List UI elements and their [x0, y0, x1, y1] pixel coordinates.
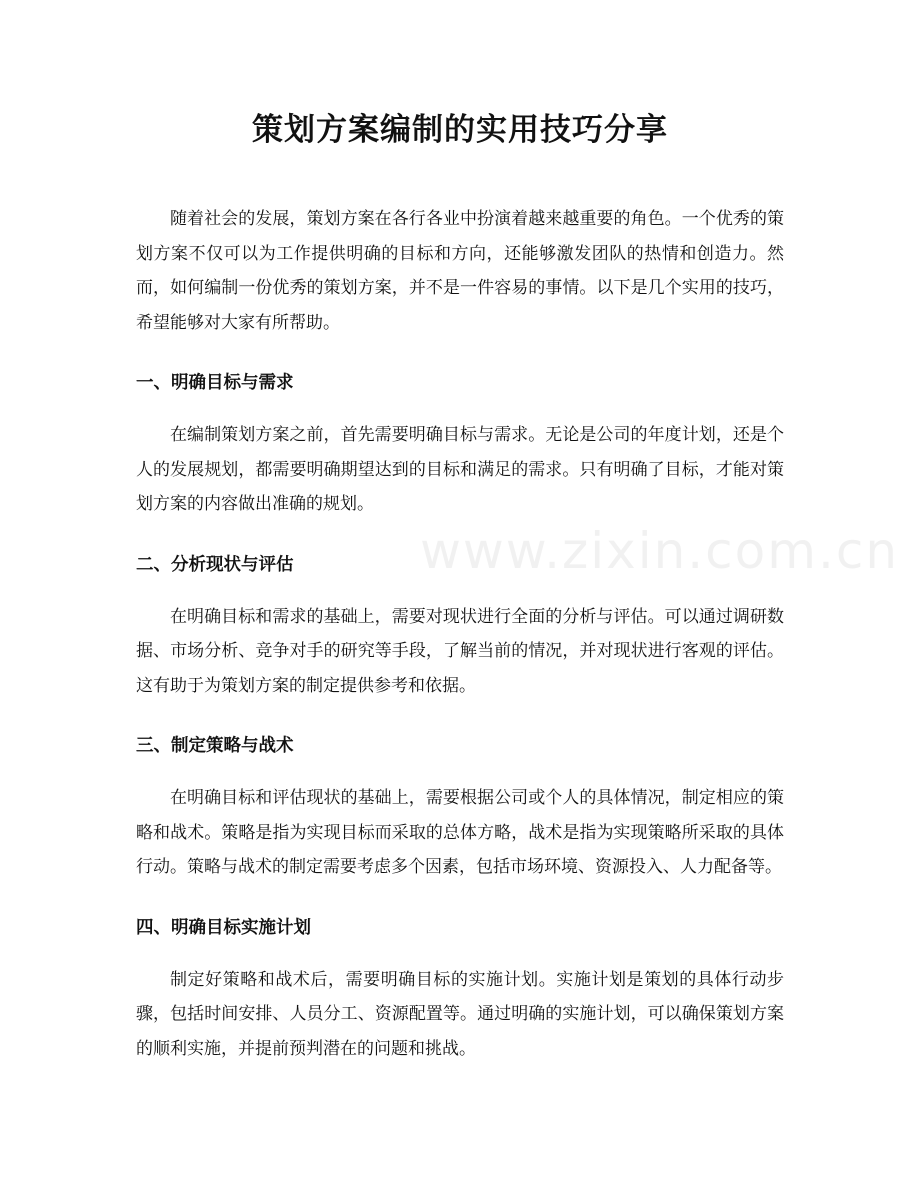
document-title: 策划方案编制的实用技巧分享	[252, 112, 668, 148]
section-body: 制定好策略和战术后，需要明确目标的实施计划。实施计划是策划的具体行动步骤，包括时间安排、人员分工、资源配置等。通过明确的实施计划，可以确保策划方案的顺利实施，并提前预判潜在的问题和挑战。	[136, 969, 784, 1059]
section-body: 在编制策划方案之前，首先需要明确目标与需求。无论是公司的年度计划，还是个人的发展规划，都需要明确期望达到的目标和满足的需求。只有明确了目标，才能对策划方案的内容做出准确的规划。	[136, 425, 784, 514]
section-2	[136, 550, 784, 704]
section-3	[136, 731, 784, 885]
section-4	[136, 913, 784, 1067]
section-1	[136, 368, 784, 522]
section-heading: 三、制定策略与战术	[136, 736, 294, 756]
section-body: 在明确目标和评估现状的基础上，需要根据公司或个人的具体情况，制定相应的策略和战术。策略是指为实现目标而采取的总体方略，战术是指为实现策略所采取的具体行动。策略与战术的制定需要考虑多个因素，包括市场环境、资源投入、人力配备等。	[136, 788, 784, 877]
section-body: 在明确目标和需求的基础上，需要对现状进行全面的分析与评估。可以通过调研数据、市场分析、竞争对手的研究等手段，了解当前的情况，并对现状进行客观的评估。这有助于为策划方案的制定提供参考和依据。	[136, 606, 784, 696]
intro-paragraph: 随着社会的发展，策划方案在各行各业中扮演着越来越重要的角色。一个优秀的策划方案不仅可以为工作提供明确的目标和方向，还能够激发团队的热情和创造力。然而，如何编制一份优秀的策划方案，并不是一件容易的事情。以下是几个实用的技巧，希望能够对大家有所帮助。	[136, 209, 784, 333]
section-heading: 四、明确目标实施计划	[136, 917, 311, 938]
section-heading: 二、分析现状与评估	[136, 554, 294, 575]
section-heading: 一、明确目标与需求	[136, 373, 294, 393]
watermark: www.zixin.com.cn	[420, 522, 900, 580]
